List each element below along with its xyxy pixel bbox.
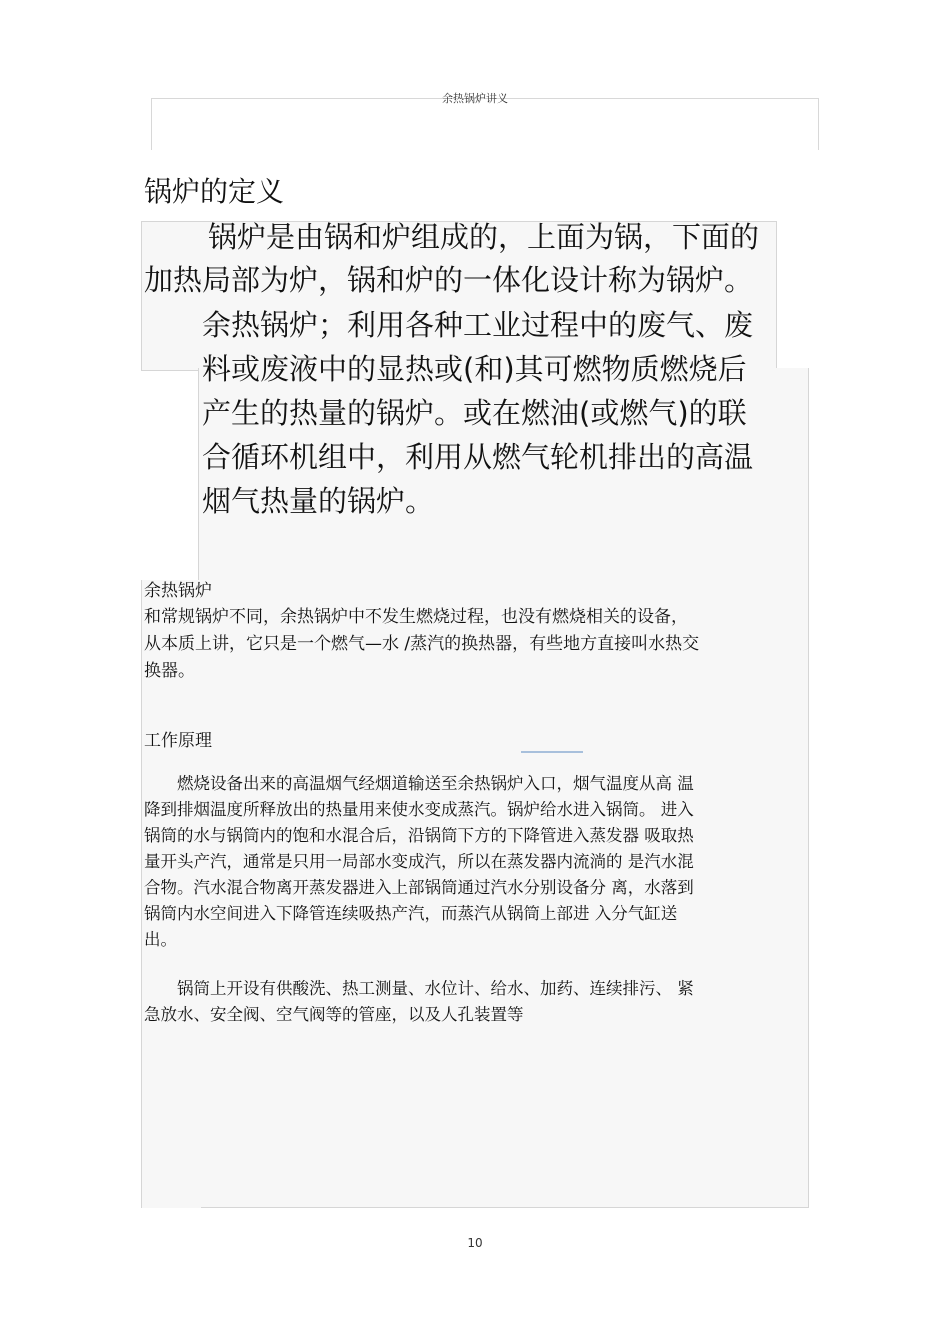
section-title: 锅炉的定义 [144, 175, 285, 208]
principle-line-5: 合物。汽水混合物离开蒸发器进入上部锅筒通过汽水分别设备分 离，水落到 [144, 878, 694, 897]
waste-heat-line-3: 产生的热量的锅炉。或在燃油(或燃气)的联 [202, 396, 747, 430]
principle-line-4: 量开头产汽，通常是只用一局部水变成汽，所以在蒸发器内流淌的 是汽水混 [144, 852, 694, 871]
summary-line-1: 和常规锅炉不同，余热锅炉中不发生燃烧过程，也没有燃烧相关的设备， [144, 607, 688, 627]
definition-line-2: 加热局部为炉，锅和炉的一体化设计称为锅炉。 [144, 263, 754, 297]
working-principle-heading: 工作原理 [144, 731, 212, 751]
waste-heat-line-2: 料或废液中的显热或(和)其可燃物质燃烧后 [202, 352, 747, 386]
summary-line-2: 从本质上讲，它只是一个燃气—水 /蒸汽的换热器，有些地方直接叫水热交 [144, 634, 700, 654]
definition-line-1: 锅炉是由锅和炉组成的，上面为锅，下面的 [208, 220, 760, 254]
fittings-line-2: 急放水、安全阀、空气阀等的管座，以及人孔装置等 [144, 1005, 524, 1024]
waste-heat-line-1: 余热锅炉；利用各种工业过程中的废气、废 [202, 308, 754, 342]
waste-heat-line-5: 烟气热量的锅炉。 [202, 484, 435, 518]
page-number: 10 [467, 1236, 483, 1250]
principle-line-7: 出。 [144, 930, 177, 949]
principle-line-6: 锅筒内水空间进入下降管连续吸热产汽，而蒸汽从锅筒上部进 入分气缸送 [144, 904, 678, 923]
summary-line-3: 换器。 [144, 661, 195, 681]
principle-line-3: 锅筒的水与锅筒内的饱和水混合后，沿锅筒下方的下降管进入蒸发器 吸取热 [144, 826, 694, 845]
summary-heading: 余热锅炉 [144, 581, 212, 601]
principle-line-1: 燃烧设备出来的高温烟气经烟道输送至余热锅炉入口，烟气温度从高 温 [177, 774, 694, 793]
fittings-line-1: 锅筒上开设有供酸洗、热工测量、水位计、给水、加药、连续排污、 紧 [177, 979, 694, 998]
blue-rule [521, 751, 583, 753]
principle-line-2: 降到排烟温度所释放出的热量用来使水变成蒸汽。锅炉给水进入锅筒。 进入 [144, 800, 694, 819]
waste-heat-line-4: 合循环机组中，利用从燃气轮机排出的高温 [202, 440, 754, 474]
header-title: 余热锅炉讲义 [442, 92, 508, 105]
